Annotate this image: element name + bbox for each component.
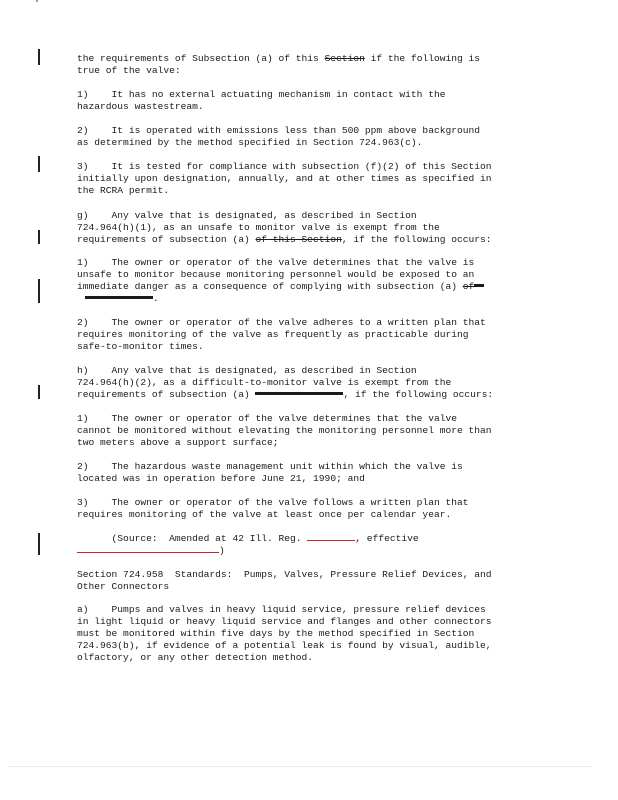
text-line: the RCRA permit. (77, 185, 170, 196)
text-line: g) Any valve that is designated, as described in Section (77, 210, 417, 221)
text-line: requirements of subsection (a) (77, 234, 256, 245)
section-heading (77, 569, 547, 593)
paragraph-h-1 (77, 413, 547, 449)
blank-line-effective (77, 551, 219, 553)
text-line: must be monitored within five days by the method specified in Section (77, 628, 475, 639)
text-line: , if the following occurs: (341, 234, 492, 245)
text-line: 1) It has no external actuating mechanism in contact with the (77, 89, 446, 100)
text-line: ) (219, 545, 225, 556)
paragraph-intro (77, 53, 547, 77)
text-line: immediate danger as a consequence of complying with subsection (a) (77, 281, 463, 292)
text-line: 2) The hazardous waste management unit within which the valve is (77, 461, 463, 472)
text-line: 1) The owner or operator of the valve determines that the valve is (77, 257, 475, 268)
text-line: Other Connectors (77, 581, 170, 592)
text-line: 3) The owner or operator of the valve follows a written plan that (77, 497, 469, 508)
text-line: located was in operation before June 21, 1990; and (77, 473, 365, 484)
redaction-mark (255, 392, 343, 395)
text-line: cannot be monitored without elevating the monitoring personnel more than (77, 425, 492, 436)
text-line: two meters above a support surface; (77, 437, 279, 448)
deleted-text: Section (324, 53, 365, 64)
text-line: 3) It is tested for compliance with subsection (f)(2) of this Section (77, 161, 492, 172)
redaction-mark (85, 296, 153, 299)
paragraph-item-3 (77, 161, 547, 197)
paragraph-item-1 (77, 89, 547, 113)
paragraph-g (77, 210, 547, 246)
paragraph-h (77, 365, 547, 401)
paragraph-h-2 (77, 461, 547, 485)
blank-line-register (307, 539, 355, 541)
text-line: hazardous wastestream. (77, 101, 204, 112)
paragraph-h-3 (77, 497, 547, 521)
text-line: Section 724.958 Standards: Pumps, Valves, Pressure Relief Devices, and (77, 569, 492, 580)
text-line: 724.964(h)(2), as a difficult-to-monitor valve is exempt from the (77, 377, 452, 388)
text-line: (Source: Amended at 42 Ill. Reg. (77, 533, 308, 544)
change-bar (38, 49, 40, 65)
paragraph-a (77, 604, 547, 664)
text-line: true of the valve: (77, 65, 181, 76)
paragraph-item-2 (77, 125, 547, 149)
text-line: 2) The owner or operator of the valve adheres to a written plan that (77, 317, 486, 328)
deleted-text: of (462, 281, 475, 292)
text-line: h) Any valve that is designated, as described in Section (77, 365, 417, 376)
deleted-text: of this Section (255, 234, 342, 245)
text-line: olfactory, or any other detection method. (77, 652, 314, 663)
text-line: 1) The owner or operator of the valve determines that the valve (77, 413, 457, 424)
text-line: as determined by the method specified in Section 724.963(c). (77, 137, 423, 148)
paragraph-g-2 (77, 317, 547, 353)
text-line: safe-to-monitor times. (77, 341, 204, 352)
text-line: 724.964(h)(1), as an unsafe to monitor valve is exempt from the (77, 222, 440, 233)
text-line: initially upon designation, annually, and at other times as specified in (77, 173, 492, 184)
text-line: in light liquid or heavy liquid service and flanges and other connectors (77, 616, 492, 627)
text-line: requirements of subsection (a) (77, 389, 256, 400)
text-line: unsafe to monitor because monitoring personnel would be exposed to an (77, 269, 475, 280)
strike-mark (474, 284, 484, 287)
text-line: a) Pumps and valves in heavy liquid service, pressure relief devices (77, 604, 486, 615)
text-line: requires monitoring of the valve at least once per calendar year. (77, 509, 452, 520)
text-line: , effective (355, 533, 419, 544)
change-bar (38, 533, 40, 555)
change-bar (38, 279, 40, 303)
text-line: 724.963(b), if evidence of a potential leak is found by visual, audible, (77, 640, 492, 651)
text-line: requires monitoring of the valve as frequently as practicable during (77, 329, 469, 340)
text-line: , if the following occurs: (343, 389, 494, 400)
paragraph-g-1 (77, 257, 547, 305)
text-line: 2) It is operated with emissions less than 500 ppm above background (77, 125, 481, 136)
change-bar (38, 230, 40, 244)
change-bar (38, 156, 40, 172)
text-line: . (153, 293, 159, 304)
source-note (77, 533, 547, 557)
page-edge-rule (8, 766, 592, 767)
change-bar (38, 385, 40, 399)
text-line: if the following is (364, 53, 481, 64)
scan-mark (36, 0, 38, 2)
text-line: the requirements of Subsection (a) of this (77, 53, 325, 64)
